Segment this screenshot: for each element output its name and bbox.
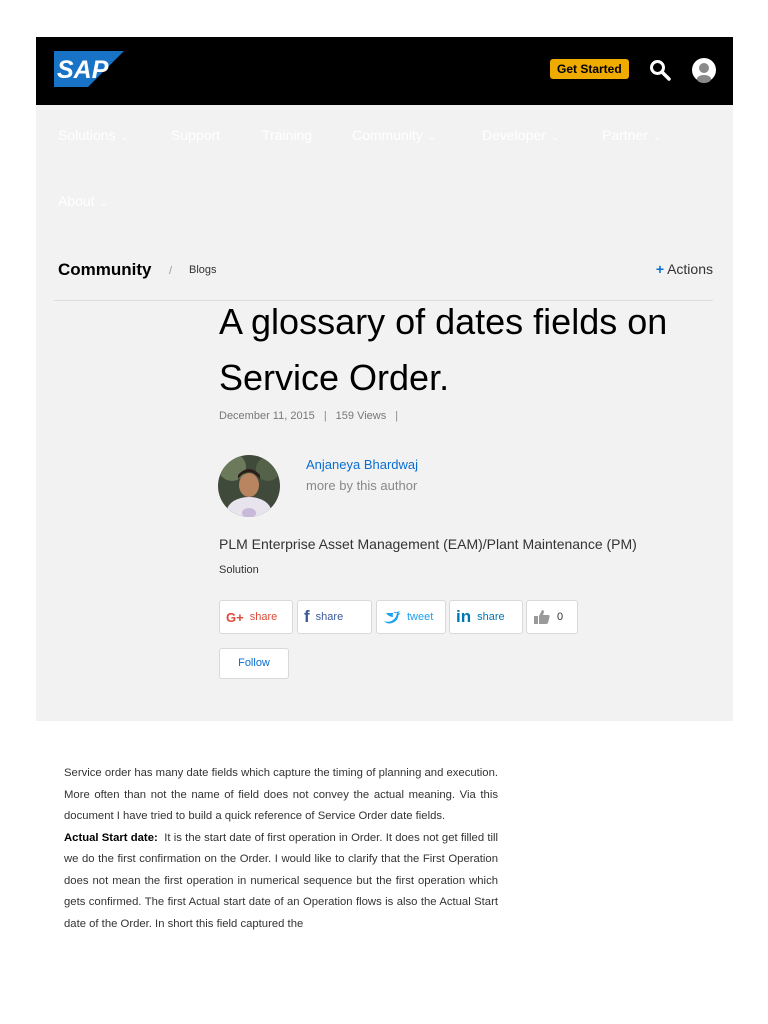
chevron-down-icon: ⌄ [120, 132, 129, 143]
breadcrumb-community[interactable]: Community [58, 260, 152, 279]
top-header [36, 37, 733, 105]
nav-item-partner[interactable] [602, 127, 661, 143]
twitter-share-button[interactable] [376, 600, 446, 634]
meta-separator: | [395, 410, 399, 422]
linkedin-share-button[interactable] [449, 600, 523, 634]
avatar[interactable] [218, 455, 280, 517]
nav-item-training[interactable] [262, 127, 312, 143]
twitter-share-label: tweet [407, 611, 434, 623]
nav-item-about[interactable] [58, 193, 108, 209]
nav-item-label: Developer [482, 127, 546, 143]
thumbs-up-icon [533, 609, 551, 625]
search-icon[interactable] [648, 58, 672, 82]
follow-button[interactable]: Follow [219, 648, 289, 679]
article-header-panel [36, 105, 733, 721]
nav-item-label: Training [262, 127, 313, 143]
article-meta [219, 410, 407, 422]
chevron-down-icon: ⌄ [427, 132, 437, 143]
nav-item-label: Support [171, 127, 221, 143]
breadcrumb-blogs[interactable]: Blogs [189, 264, 217, 276]
nav-item-support[interactable] [171, 127, 220, 143]
chevron-down-icon: ⌄ [652, 132, 662, 143]
like-button[interactable] [526, 600, 578, 634]
page-title: A glossary of dates fields on Service Order. [219, 301, 668, 398]
svg-text:SAP: SAP [57, 56, 109, 84]
actions-button[interactable] [656, 261, 713, 277]
nav-item-developer[interactable] [482, 127, 559, 143]
chevron-down-icon: ⌄ [550, 132, 560, 143]
linkedin-icon: in [456, 607, 472, 626]
section-1-label: Actual Start date: [64, 831, 158, 844]
facebook-share-button[interactable] [297, 600, 372, 634]
tag-type: Solution [219, 564, 259, 576]
nav-item-label: About [58, 193, 95, 209]
sap-logo[interactable] [54, 51, 124, 87]
chevron-down-icon: ⌄ [99, 198, 108, 209]
nav-item-label: Partner [602, 127, 648, 143]
breadcrumb-separator: / [169, 265, 173, 277]
section-1-text: It is the start date of first operation in Order. It does not get filled till we do the first confirmation on the Order. I would like to clarify that the First Operation does not mean the first operation in numerical sequence but the first operation which gets confirmed. The first Actual start date of an Operation flows is also the Actual Start date of the Order. In short this field captured the [64, 831, 499, 930]
sap-logo-icon [54, 51, 124, 87]
nav-item-label: Community [352, 127, 423, 143]
actions-label: Actions [667, 261, 713, 277]
meta-separator: | [323, 410, 327, 422]
author-more-link[interactable]: more by this author [306, 478, 418, 493]
article-intro: Service order has many date fields which capture the timing of planning and execution. More often than not the name of field does not convey the actual meaning. Via this document I have tried to build a quick reference of Service Order date fields. [64, 767, 498, 822]
author-name-link[interactable]: Anjaneya Bhardwaj [306, 457, 419, 472]
facebook-icon: f [304, 607, 310, 626]
linkedin-share-label: share [477, 611, 505, 623]
like-count: 0 [557, 611, 564, 623]
nav-item-label: Solutions [58, 127, 116, 143]
nav-item-community[interactable] [352, 127, 436, 143]
facebook-share-label: share [315, 611, 344, 623]
google-plus-icon: G+ [226, 609, 244, 625]
user-icon[interactable] [691, 57, 717, 83]
nav-item-solutions[interactable] [58, 127, 129, 143]
article-body [64, 763, 498, 935]
plus-icon: + [655, 261, 665, 277]
tag-link[interactable]: PLM Enterprise Asset Management (EAM)/Plant Maintenance (PM) [219, 536, 637, 552]
article-views: 159 Views [335, 410, 387, 422]
google-share-label: share [249, 611, 278, 623]
article-section-1 [64, 828, 498, 936]
get-started-button[interactable]: Get Started [550, 59, 629, 79]
google-share-button[interactable] [219, 600, 293, 634]
article-date: December 11, 2015 [219, 410, 315, 422]
twitter-icon [383, 610, 401, 624]
